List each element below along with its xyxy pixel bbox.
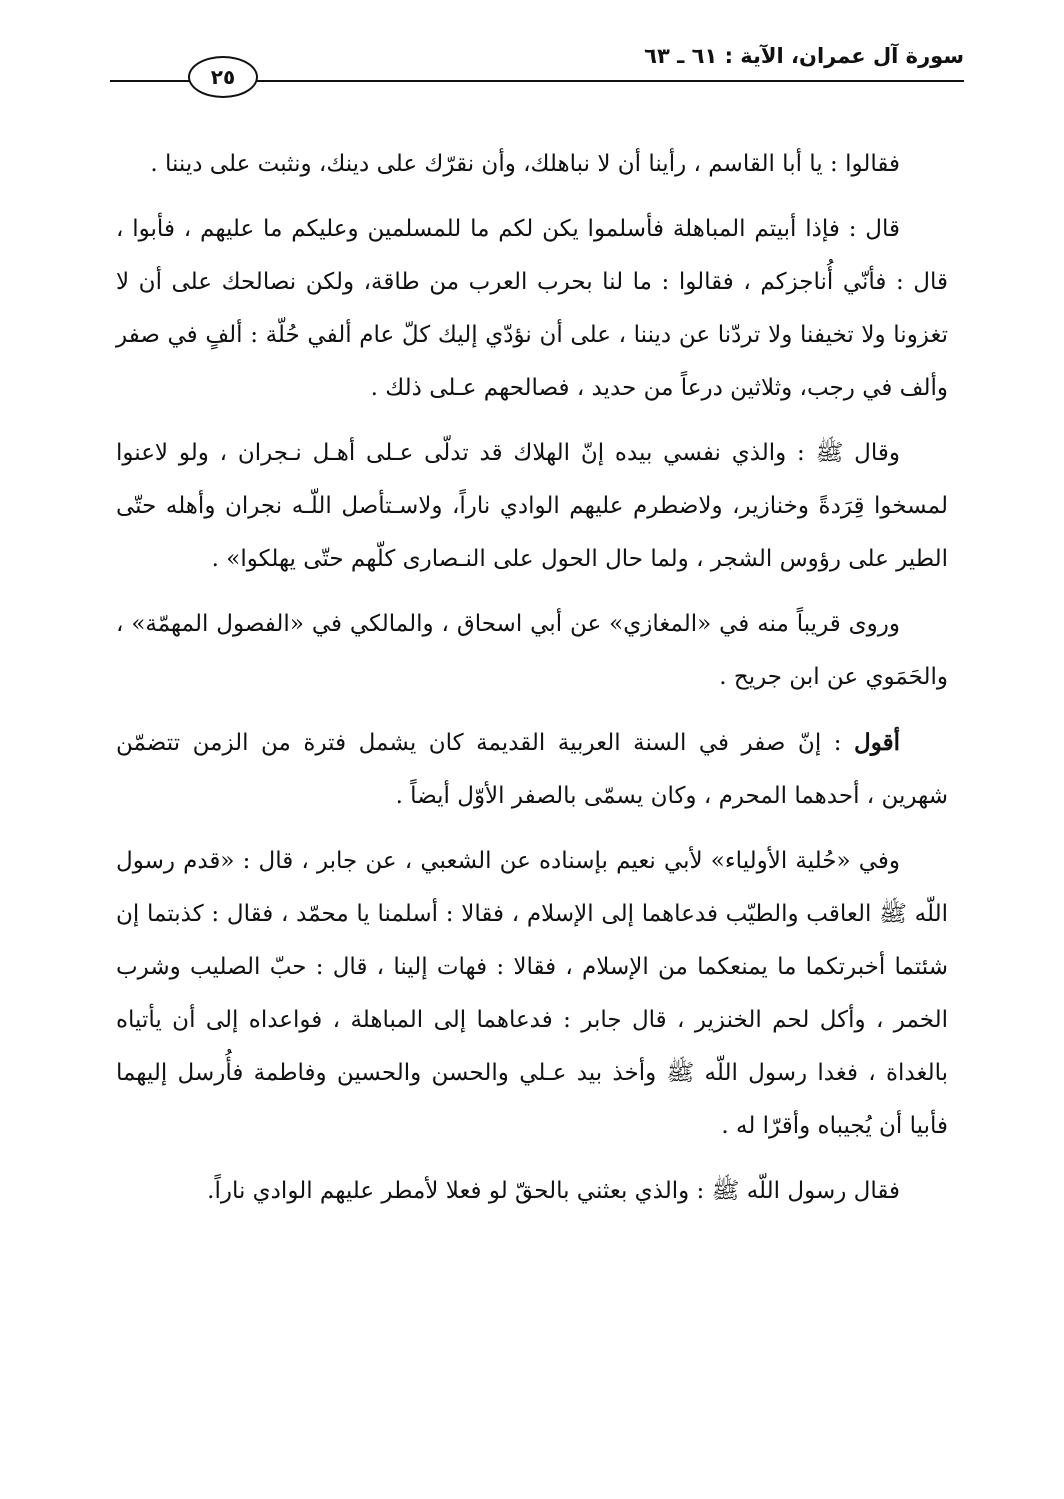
paragraph: وقال ﷺ : والذي نفسي بيده إنّ الهلاك قد تدلّى عـلى أهـل نـجران ، ولو لاعنوا لمسخوا قِرَدةً وخنازير، ولاضطرم عليهم الوادي ناراً، ولاسـتأصل اللّـه نجران وأهله حتّى الطير على رؤوس الشجر ، ولما حال الحول على النـصارى كلّهم حتّى يهلكوا» . [116, 440, 948, 572]
running-header-title: سورة آل عمران، الآية : ٦١ ـ ٦٣ [644, 44, 964, 68]
paragraph: وفي «حُلية الأولياء» لأبي نعيم بإسناده عن الشعبي ، عن جابر ، قال : «قدم رسول اللّه ﷺ العاقب والطيّب فدعاهما إلى الإسلام ، فقالا : أسلمنا يا محمّد ، فقال : كذبتما إن شئتما أخبرتكما ما يمنعكما من الإسلام ، فقالا : فهات إلينا ، قال : حبّ الصليب وشرب الخمر ، وأكل لحم الخنزير ، قال جابر : فدعاهما إلى المباهلة ، فواعداه إلى أن يأتياه بالغداة ، فغدا رسول اللّه ﷺ وأخذ بيد عـلي والحسن والحسين وفاطمة فأُرسل إليهما فأبيا أن يُجيباه وأقرّا له . [116, 848, 948, 1139]
page-header [110, 38, 964, 88]
paragraph: وروى قريباً منه في «المغازي» عن أبي اسحاق ، والمالكي في «الفصول المهمّة» ، والحَمَوي عن ابن جريح . [116, 611, 948, 690]
page-body [116, 138, 948, 1230]
paragraph-lead-word: أقول [854, 729, 900, 756]
paragraph [116, 716, 948, 823]
paragraph: فقال رسول اللّه ﷺ : والذي بعثني بالحقّ لو فعلا لأمطر عليهم الوادي ناراً. [207, 1178, 900, 1204]
paragraph: قال : فإذا أبيتم المباهلة فأسلموا يكن لكم ما للمسلمين وعليكم ما عليهم ، فأبوا ، قال : فأنّي أُناجزكم ، فقالوا : ما لنا بحرب العرب من طاقة، ولكن نصالحك على أن لا تغزونا ولا تخيفنا ولا تردّنا عن ديننا ، على أن نؤدّي إليك كلّ عام ألفي حُلّة : ألفٍ في صفر وألف في رجب، وثلاثين درعاً من حديد ، فصالحهم عـلى ذلك . [116, 216, 948, 401]
page-number-badge: ٢٥ [188, 56, 258, 98]
paragraph-text: : إنّ صفر في السنة العربية القديمة كان يشمل فترة من الزمن تتضمّن شهرين ، أحدهما المحرم ، وكان يسمّى بالصفر الأوّل أيضاً . [116, 730, 948, 809]
paragraph: فقالوا : يا أبا القاسم ، رأينا أن لا نباهلك، وأن نقرّك على دينك، ونثبت على ديننا . [150, 151, 900, 177]
